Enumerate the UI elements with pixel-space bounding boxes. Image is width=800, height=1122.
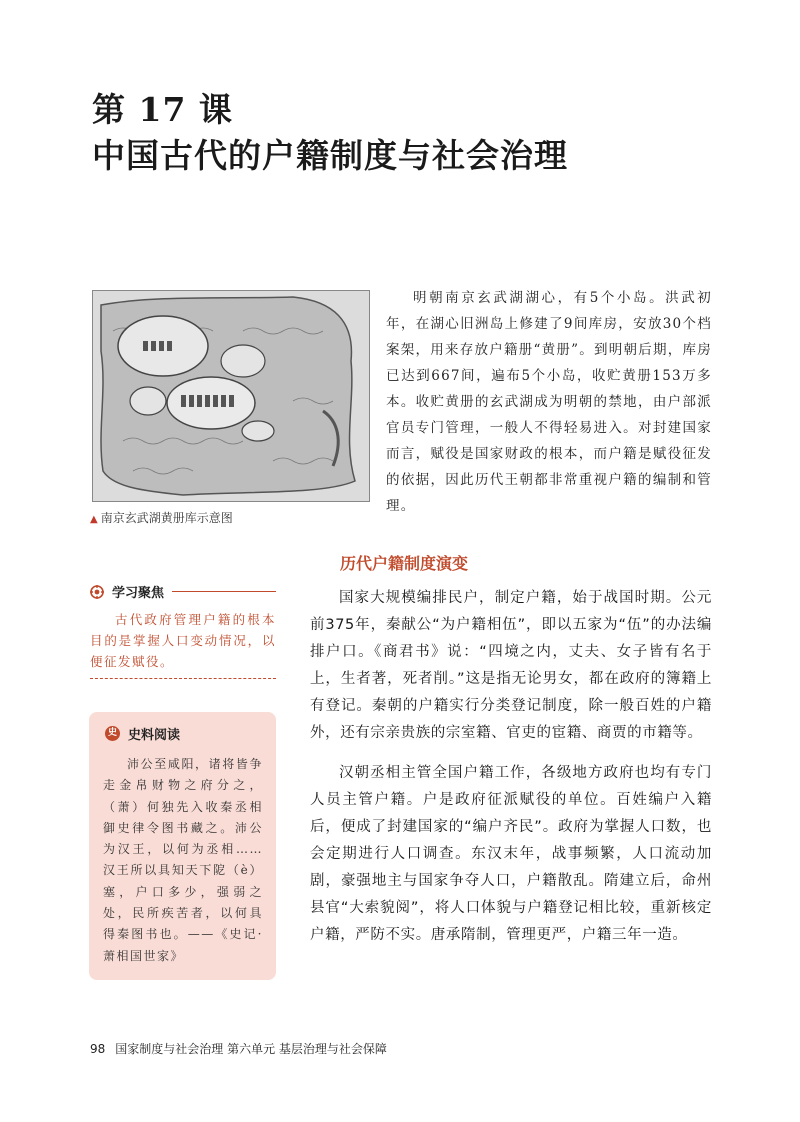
source-label: 史料阅读 <box>128 728 181 743</box>
source-reading-box <box>89 712 276 980</box>
learning-focus-box <box>90 582 276 679</box>
lesson-title: 中国古代的户籍制度与社会治理 <box>92 136 568 175</box>
source-citation: ——《史记·萧相国世家》 <box>103 927 263 963</box>
body-paragraph-1: 国家大规模编排民户，制定户籍，始于战国时期。公元前375年，秦献公“为户籍相伍”，即以五家为“伍”的办法编排户口。《商君书》说：“四境之内，丈夫、女子皆有名于上，生者著，死者削。”这是指无论男女，都在政府的簿籍上有登记。秦朝的户籍实行分类登记制度，除一般百姓的户籍外，还有宗亲贵族的宗室籍、官吏的宦籍、商贾的市籍等。 <box>310 590 712 741</box>
focus-divider <box>90 678 276 679</box>
intro-paragraph: 明朝南京玄武湖湖心，有5个小岛。洪武初年，在湖心旧洲岛上修建了9间库房，安放30个档案架，用来存放户籍册“黄册”。到明朝后期，库房已达到667间，遍布5个小岛，收贮黄册153万多本。收贮黄册的玄武湖成为明朝的禁地，由户部派官员专门管理，一般人不得轻易进入。对封建国家而言，赋役是国家财政的根本，而户籍是赋役征发的依据，因此历代王朝都非常重视户籍的编制和管理。 <box>386 290 712 514</box>
focus-rule <box>172 591 276 592</box>
figure-caption <box>90 509 233 526</box>
focus-target-icon <box>90 585 104 599</box>
running-title: 国家制度与社会治理 第六单元 基层治理与社会保障 <box>115 1042 387 1056</box>
page-footer <box>90 1040 387 1057</box>
map-illustration <box>92 290 370 502</box>
caption-triangle-icon: ▲ <box>90 514 98 525</box>
page-number: 98 <box>90 1042 106 1056</box>
xuanwu-lake-map-drawing <box>93 291 369 501</box>
source-quote: 沛公至咸阳，诸将皆争走金帛财物之府分之，（萧）何独先入收秦丞相御史律令图书藏之。沛公为汉王，以何为丞相……汉王所以具知天下阸（è）塞，户口多少，强弱之处，民所疾苦者，以何具得秦图书也。 <box>103 757 263 942</box>
focus-label: 学习聚焦 <box>112 586 165 601</box>
focus-text: 古代政府管理户籍的根本目的是掌握人口变动情况，以便征发赋役。 <box>90 612 276 669</box>
body-paragraph-2: 汉朝丞相主管全国户籍工作，各级地方政府也均有专门人员主管户籍。户是政府征派赋役的单位。百姓编户入籍后，便成了封建国家的“编户齐民”。政府为掌握人口数，也会定期进行人口调查。东汉末年，战事频繁，人口流动加剧，豪强地主与国家争夺人口，户籍散乱。隋建立后，命州县官“大索貌阅”，将人口体貌与户籍登记相比较，重新核定户籍，严防不实。唐承隋制，管理更严，户籍三年一造。 <box>310 765 712 943</box>
book-icon: 史 <box>105 726 120 741</box>
figure-caption-text: 南京玄武湖黄册库示意图 <box>100 511 233 525</box>
section-heading: 历代户籍制度演变 <box>340 554 469 573</box>
lesson-number: 第 17 课 <box>92 90 233 129</box>
source-text <box>103 754 263 967</box>
